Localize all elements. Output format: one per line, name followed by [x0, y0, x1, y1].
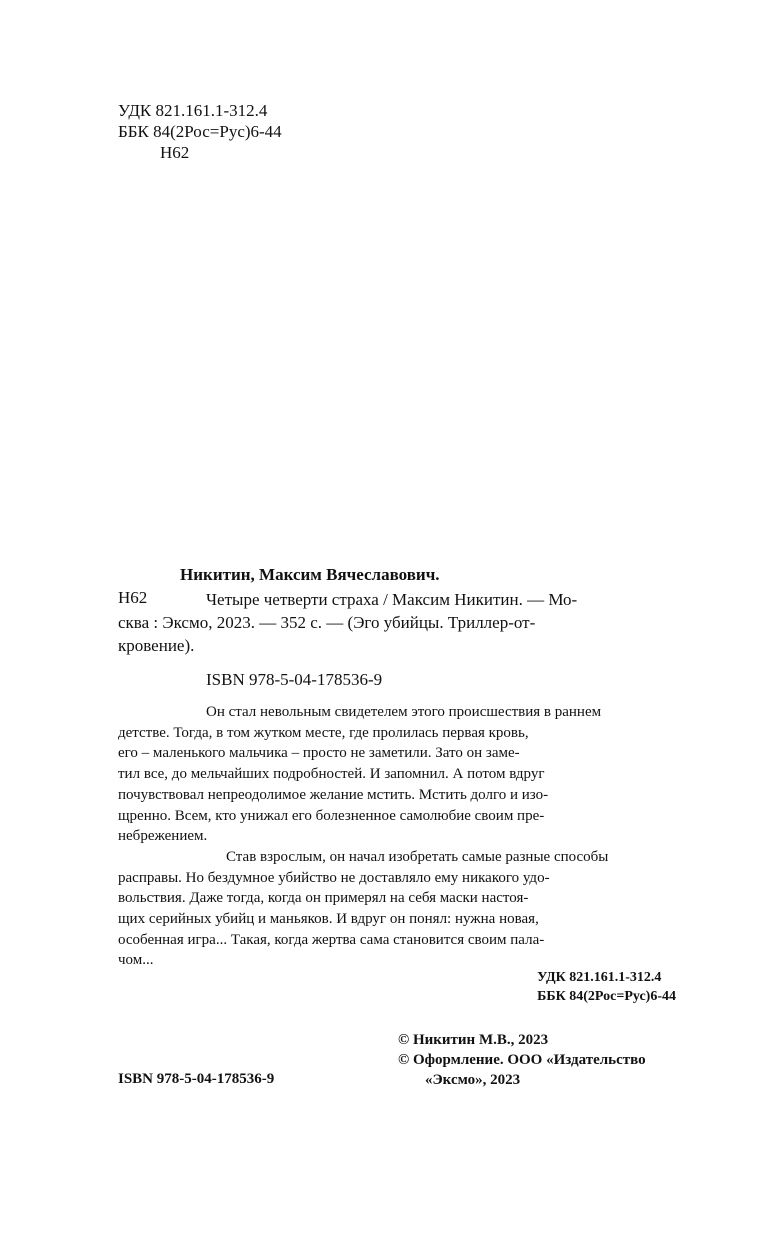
annotation-line: щренно. Всем, кто унижал его болезненное самолюбие своим пре- — [118, 807, 545, 824]
annotation-line: щих серийных убийц и маньяков. И вдруг он понял: нужна новая, — [118, 911, 539, 928]
annotation-line: чом... — [118, 952, 154, 969]
footer-isbn: ISBN 978-5-04-178536-9 — [118, 1071, 275, 1087]
annotation-line: вольствия. Даже тогда, когда он примерял на себя маски настоя- — [118, 890, 529, 907]
entry-isbn: ISBN 978-5-04-178536-9 — [206, 670, 383, 689]
author-sign-code: Н62 — [160, 143, 190, 162]
author-name: Никитин, Максим Вячеславович. — [180, 565, 440, 584]
udk-code: УДК 821.161.1-312.4 — [118, 101, 268, 120]
description-line: Четыре четверти страха / Максим Никитин. — Мо- — [206, 590, 578, 609]
annotation-line: Став взрослым, он начал изобретать самые разные способы — [226, 848, 609, 865]
udk-bbk-header — [118, 100, 282, 163]
copyright-block — [398, 1030, 646, 1090]
annotation-line: детстве. Тогда, в том жутком месте, где пролилась первая кровь, — [118, 724, 529, 741]
annotation-line: его – маленького мальчика – просто не заметили. Зато он заме- — [118, 745, 520, 762]
annotation-line: почувствовал непреодолимое желание мстить. Мстить долго и изо- — [118, 786, 549, 803]
annotation — [118, 702, 678, 971]
annotation-line: особенная игра... Такая, когда жертва сама становится своим пала- — [118, 931, 545, 948]
annotation-line: расправы. Но бездумное убийство не доставляло ему никакого удо- — [118, 869, 550, 886]
classification-codes — [537, 968, 676, 1006]
bbk-code: ББК 84(2Рос=Рус)6-44 — [118, 122, 282, 141]
classif-udk: УДК 821.161.1-312.4 — [537, 970, 662, 985]
description-line: сква : Эксмо, 2023. — 352 с. — (Эго убийцы. Триллер-от- — [118, 613, 536, 632]
copyright-design-cont: «Эксмо», 2023 — [425, 1072, 521, 1088]
copyright-design: © Оформление. ООО «Издательство — [398, 1052, 646, 1068]
annotation-line: Он стал невольным свидетелем этого происшествия в раннем — [206, 704, 602, 720]
copyright-author: © Никитин М.В., 2023 — [398, 1032, 549, 1048]
entry-author-sign: Н62 — [118, 588, 148, 607]
classif-bbk: ББК 84(2Рос=Рус)6-44 — [537, 989, 676, 1004]
annotation-line: тил все, до мельчайших подробностей. И запомнил. А потом вдруг — [118, 766, 545, 783]
annotation-line: небрежением. — [118, 828, 208, 845]
description-line: кровение). — [118, 636, 195, 655]
